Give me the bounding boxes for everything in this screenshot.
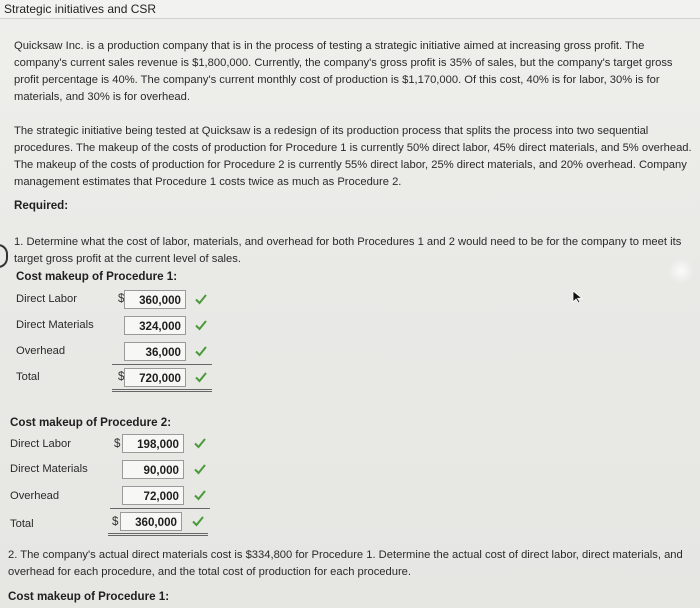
check-icon	[195, 345, 207, 357]
p2-overhead-label: Overhead	[10, 490, 60, 502]
p2-total-dollar: $	[112, 516, 119, 528]
procedure1-title: Cost makeup of Procedure 1:	[16, 270, 178, 283]
p2-direct-materials-label: Direct Materials	[10, 463, 88, 475]
p1-total-input[interactable]: 720,000	[124, 368, 186, 387]
p1-overhead-input[interactable]: 36,000	[124, 342, 186, 361]
p2-direct-labor-input[interactable]: 198,000	[122, 434, 184, 453]
p2-direct-labor-label: Direct Labor	[10, 438, 71, 450]
check-icon	[194, 437, 206, 449]
p1-direct-materials-label: Direct Materials	[16, 319, 94, 331]
question-1: 1. Determine what the cost of labor, materials, and overhead for both Procedures 1 and 2 would need to be for the company to meet its target gross profit at the current level of sales.	[14, 236, 682, 265]
check-icon	[192, 515, 204, 527]
required-label: Required:	[14, 199, 69, 212]
p1-total-dollar: $	[118, 371, 125, 383]
check-icon	[195, 319, 207, 331]
p2-total-input[interactable]: 360,000	[120, 512, 182, 531]
procedure1-bottom-title: Cost makeup of Procedure 1:	[8, 590, 170, 603]
p1-direct-labor-label: Direct Labor	[16, 293, 77, 305]
check-icon	[195, 371, 207, 383]
p1-total-double-line-1	[112, 389, 212, 390]
p2-total-double-line-1	[108, 533, 208, 534]
check-icon	[195, 293, 207, 305]
page-title: Strategic initiatives and CSR	[4, 2, 157, 16]
p1-direct-labor-dollar: $	[118, 293, 125, 305]
p1-overhead-label: Overhead	[16, 345, 66, 357]
p2-total-double-line-2	[108, 535, 208, 536]
edge-mark	[0, 244, 8, 268]
question-2: 2. The company's actual direct materials cost is $334,800 for Procedure 1. Determine the actual cost of direct labor, direct materials, and overhead for each procedure, and the total cost of production for each procedure.	[8, 549, 683, 578]
intro-paragraph-1: Quicksaw Inc. is a production company that is in the process of testing a strategic initiative aimed at increasing gross profit. The company's current sales revenue is $1,800,000. Currently, the company's gross profit is 35% of sales, but the company's target gross profit percentage is 40%. The company's current monthly cost of production is $1,170,000. Of this cost, 40% is for labor, 30% is for materials, and 30% is for overhead.	[14, 40, 673, 103]
p2-overhead-input[interactable]: 72,000	[122, 486, 184, 505]
top-bar	[0, 0, 700, 19]
check-icon	[194, 489, 206, 501]
p1-total-double-line-2	[112, 391, 212, 392]
procedure2-title: Cost makeup of Procedure 2:	[10, 416, 172, 429]
p2-direct-labor-dollar: $	[114, 438, 121, 450]
intro-paragraph-2: The strategic initiative being tested at Quicksaw is a redesign of its production process that splits the process into two sequential procedures. The makeup of the costs of production for Procedure 1 is currently 50% direct labor, 45% direct materials, and 5% overhead. The makeup of the costs of production for Procedure 2 is currently 55% direct labor, 25% direct materials, and 20% overhead. Company management estimates that Procedure 1 costs twice as much as Procedure 2.	[14, 125, 692, 188]
p1-total-label: Total	[16, 371, 40, 383]
p1-sum-line	[112, 364, 212, 365]
p1-direct-labor-input[interactable]: 360,000	[124, 290, 186, 309]
p2-total-label: Total	[10, 518, 34, 530]
mouse-cursor-icon	[572, 290, 584, 304]
p2-sum-line	[110, 508, 210, 509]
p1-direct-materials-input[interactable]: 324,000	[124, 316, 186, 335]
check-icon	[194, 463, 206, 475]
p2-direct-materials-input[interactable]: 90,000	[122, 460, 184, 479]
screen-glare	[668, 258, 694, 284]
